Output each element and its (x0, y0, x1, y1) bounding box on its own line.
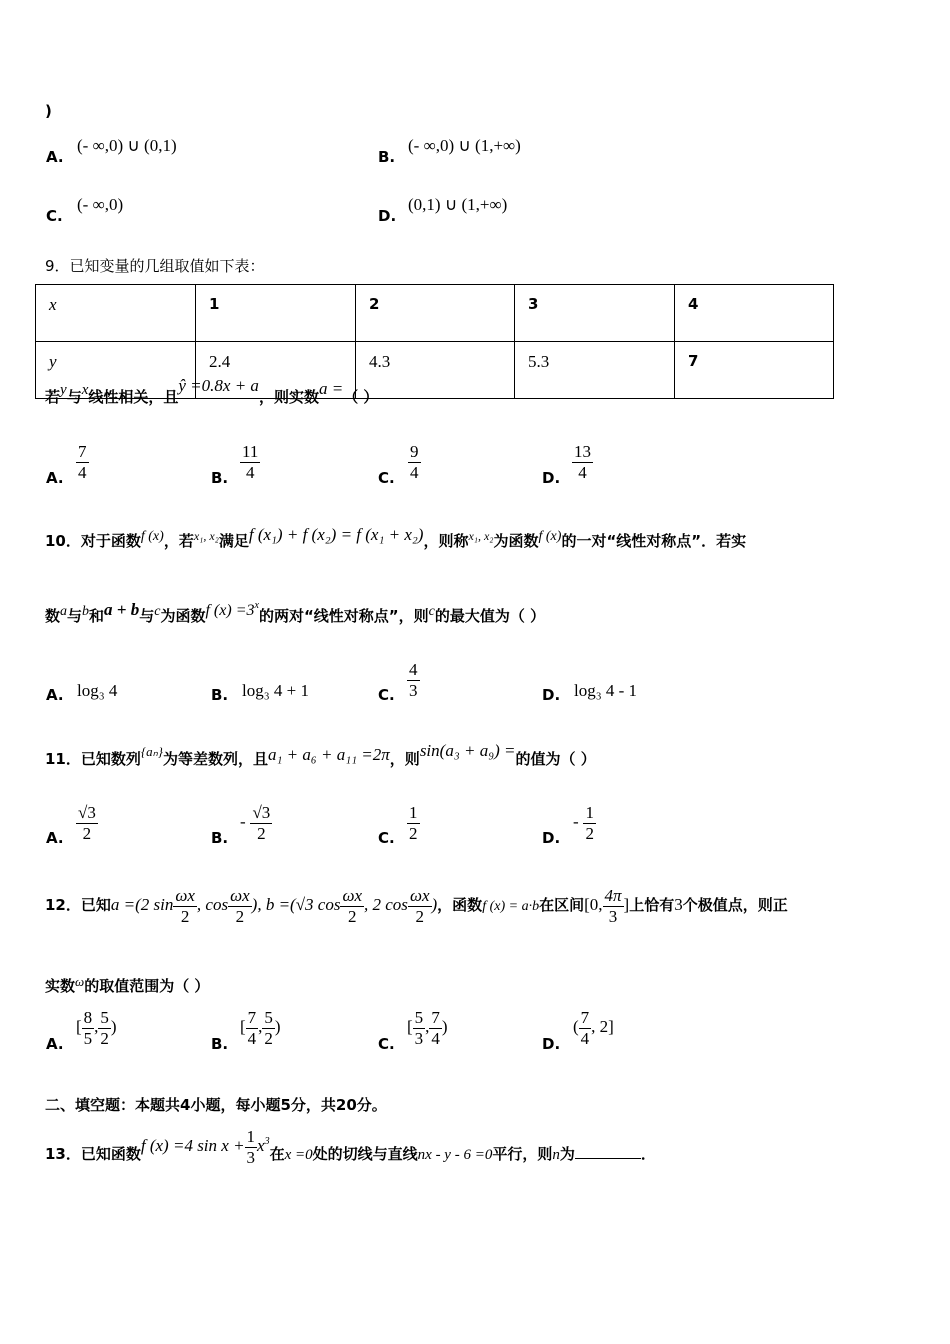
q10-line2: 数a与b和a + b与c为函数f $(x) =3^x$的两对“线性对称点”，则c的最大值为（ ） (45, 600, 546, 625)
table-cell: x (36, 285, 196, 342)
q10-option-d-label[interactable]: D. (542, 686, 561, 704)
q8-option-d[interactable]: (0,1) ∪ (1,+∞) (408, 195, 508, 214)
section-2-title: 二、填空题：本题共4小题，每小题5分，共20分。 (45, 1096, 387, 1114)
q9-data-table (35, 284, 834, 399)
q12-line1: 12．已知a =(2 sin $\frac{\omega x}{2}$ , cos $\frac{\omega x}{2}$ ), b =(√3 cos $\frac{\omega x}{2}$ , 2 cos $\frac{\omega x}{2}$ )，函数f (x) = a·b在区间[0, $\frac{4\pi}{3}$ ]上恰有3个极值点，则正 (45, 886, 788, 926)
table-cell: 2 (356, 285, 515, 342)
q11-option-d[interactable]: - $\frac{1}{2}$ (573, 803, 594, 843)
q11-option-c[interactable]: $\frac{1}{2}$ (409, 803, 418, 843)
q8-tail: ) (45, 102, 52, 120)
table-cell: 3 (515, 285, 675, 342)
table-cell: 4 (675, 285, 834, 342)
q9-condition: 若y与x线性相关，且ŷ =0.8x + a，则实数a =（ ） (45, 376, 379, 406)
table-cell: 1 (196, 285, 356, 342)
q10-line1: 10．对于函数f (x)，若$^{x_1, x_2}$满足f (x₁) + f (x₂) = f (x₁ + x₂)，则称$^{x_1, x_2}$为函数f (x)的一对“线性对称点”．若实 (45, 525, 747, 550)
q10-option-d[interactable]: log₃ 4 - 1 (574, 681, 638, 700)
table-cell: y (36, 342, 196, 399)
q9-stem: 9．已知变量的几组取值如下表： (45, 257, 265, 275)
table-cell: 2.4 (196, 342, 356, 399)
q9-option-a[interactable]: $\frac{7}{4}$ (78, 442, 87, 482)
q12-option-d-label[interactable]: D. (542, 1035, 561, 1053)
q12-option-b-label[interactable]: B. (211, 1035, 229, 1053)
q13-stem: 13．已知函数f (x) =4 sin x + $\frac{1}{3}$ $x^3$在x =0处的切线与直线nx - y - 6 =0平行，则n为 ． (45, 1127, 656, 1167)
q11-option-d-label[interactable]: D. (542, 829, 561, 847)
q11-option-c-label[interactable]: C. (378, 829, 395, 847)
q8-option-b[interactable]: (- ∞,0) ∪ (1,+∞) (408, 136, 521, 155)
q9-option-c-label[interactable]: C. (378, 469, 395, 487)
q11-option-a-label[interactable]: A. (46, 829, 64, 847)
table-cell: 4.3 (356, 342, 515, 399)
q11-option-b[interactable]: - $\frac{√3}{2}$ (240, 803, 271, 843)
table-cell: 5.3 (515, 342, 675, 399)
q9-option-b-label[interactable]: B. (211, 469, 229, 487)
q9-option-d[interactable]: $\frac{13}{4}$ (574, 442, 591, 482)
q10-option-a-label[interactable]: A. (46, 686, 64, 704)
q9-option-a-label[interactable]: A. (46, 469, 64, 487)
q12-option-c-label[interactable]: C. (378, 1035, 395, 1053)
q10-option-a[interactable]: log₃ 4 (77, 681, 118, 700)
q8-option-a[interactable]: (- ∞,0) ∪ (0,1) (77, 136, 177, 155)
q12-option-c[interactable]: [ $\frac{5}{3}$ , $\frac{7}{4}$ ) (407, 1008, 448, 1048)
q10-option-b-label[interactable]: B. (211, 686, 229, 704)
q9-option-d-label[interactable]: D. (542, 469, 561, 487)
q12-option-d[interactable]: ( $\frac{7}{4}$ , 2] (573, 1008, 614, 1048)
q13-answer-blank[interactable] (575, 1146, 641, 1159)
q9-option-c[interactable]: $\frac{9}{4}$ (410, 442, 419, 482)
q11-option-b-label[interactable]: B. (211, 829, 229, 847)
q12-line2: 实数ω的取值范围为（ ） (45, 974, 210, 995)
q8-option-a-label[interactable]: A. (46, 148, 64, 166)
q8-option-b-label[interactable]: B. (378, 148, 396, 166)
q10-option-c[interactable]: $\frac{4}{3}$ (409, 660, 418, 700)
q12-option-a-label[interactable]: A. (46, 1035, 64, 1053)
q11-option-a[interactable]: $\frac{√3}{2}$ (78, 803, 96, 843)
q8-option-d-label[interactable]: D. (378, 207, 397, 225)
q8-option-c[interactable]: (- ∞,0) (77, 195, 124, 214)
q10-option-c-label[interactable]: C. (378, 686, 395, 704)
table-cell: 7 (675, 342, 834, 399)
q9-option-b[interactable]: $\frac{11}{4}$ (242, 442, 259, 482)
table-row (36, 285, 834, 342)
q12-option-a[interactable]: [ $\frac{8}{5}$ , $\frac{5}{2}$ ) (76, 1008, 117, 1048)
q10-option-b[interactable]: log₃ 4 + 1 (242, 681, 309, 700)
q8-option-c-label[interactable]: C. (46, 207, 63, 225)
q11-stem: 11．已知数列{aₙ}为等差数列，且a₁ + a₆ + a₁₁ =2π，则sin(a₃ + a₉) =的值为（ ） (45, 741, 596, 768)
q12-option-b[interactable]: [ $\frac{7}{4}$ , $\frac{5}{2}$ ) (240, 1008, 281, 1048)
